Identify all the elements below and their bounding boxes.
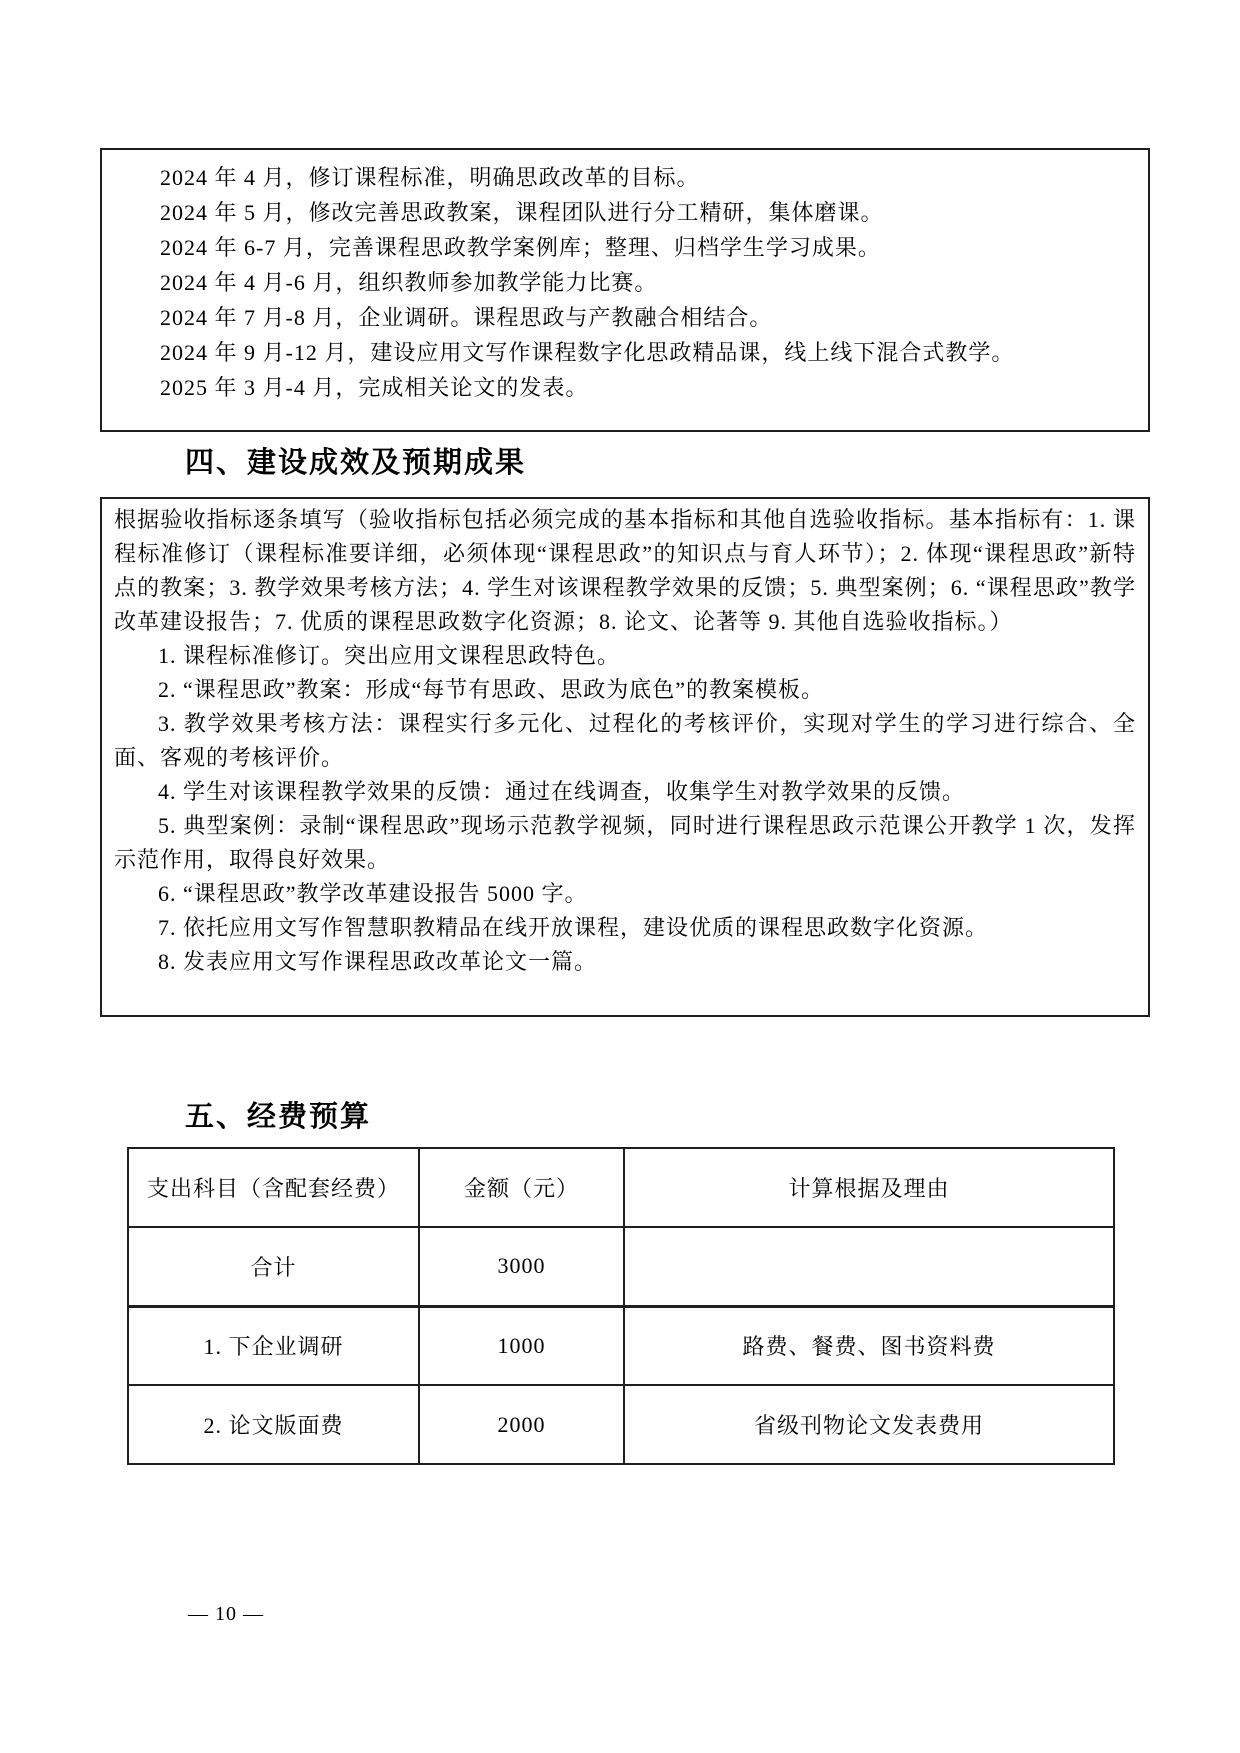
table-row-total	[128, 1227, 1114, 1306]
table-cell-amount: 2000	[419, 1385, 624, 1464]
timeline-line: 2024 年 4 月，修订课程标准，明确思政改革的目标。	[160, 165, 700, 190]
section-4-heading: 四、建设成效及预期成果	[185, 447, 527, 479]
results-item: 4. 学生对该课程教学效果的反馈：通过在线调查，收集学生对教学效果的反馈。	[158, 779, 966, 804]
timeline-line: 2025 年 3 月-4 月，完成相关论文的发表。	[160, 375, 589, 400]
results-item: 2. “课程思政”教案：形成“每节有思政、思政为底色”的教案模板。	[158, 677, 825, 702]
results-item: 8. 发表应用文写作课程思政改革论文一篇。	[158, 949, 598, 974]
table-cell-subject: 1. 下企业调研	[128, 1306, 419, 1385]
page-number: — 10 —	[188, 1603, 264, 1625]
table-header-cell-subject: 支出科目（含配套经费）	[128, 1148, 419, 1227]
table-header-cell-amount: 金额（元）	[419, 1148, 624, 1227]
timeline-line: 2024 年 9 月-12 月，建设应用文写作课程数字化思政精品课，线上线下混合式教学。	[160, 340, 1015, 365]
table-header-row	[128, 1148, 1114, 1227]
table-row-item-1	[128, 1306, 1114, 1385]
table-cell-reason	[624, 1227, 1114, 1306]
table-cell-amount: 1000	[419, 1306, 624, 1385]
table-cell-amount: 3000	[419, 1227, 624, 1306]
timeline-line: 2024 年 4 月-6 月，组织教师参加教学能力比赛。	[160, 270, 658, 295]
timeline-line: 2024 年 6-7 月，完善课程思政教学案例库；整理、归档学生学习成果。	[160, 235, 881, 260]
table-header-cell-reason: 计算根据及理由	[624, 1148, 1114, 1227]
results-item: 3. 教学效果考核方法：课程实行多元化、过程化的考核评价，实现对学生的学习进行综合、全面、客观的考核评价。	[114, 711, 1136, 770]
results-item: 1. 课程标准修订。突出应用文课程思政特色。	[158, 643, 621, 668]
table-row-item-2	[128, 1385, 1114, 1464]
timeline-line: 2024 年 5 月，修改完善思政教案，课程团队进行分工精研，集体磨课。	[160, 200, 884, 225]
budget-table	[127, 1147, 1115, 1465]
table-cell-reason: 省级刊物论文发表费用	[624, 1385, 1114, 1464]
table-cell-subject: 合计	[128, 1227, 419, 1306]
timeline-box	[100, 148, 1150, 432]
results-box	[100, 497, 1150, 1017]
timeline-line: 2024 年 7 月-8 月，企业调研。课程思政与产教融合相结合。	[160, 305, 773, 330]
results-item: 5. 典型案例：录制“课程思政”现场示范教学视频，同时进行课程思政示范课公开教学 1 次，发挥示范作用，取得良好效果。	[114, 813, 1136, 872]
results-item: 6. “课程思政”教学改革建设报告 5000 字。	[158, 881, 588, 906]
table-cell-reason: 路费、餐费、图书资料费	[624, 1306, 1114, 1385]
results-item: 7. 依托应用文写作智慧职教精品在线开放课程，建设优质的课程思政数字化资源。	[158, 915, 989, 940]
table-cell-subject: 2. 论文版面费	[128, 1385, 419, 1464]
results-intro: 根据验收指标逐条填写（验收指标包括必须完成的基本指标和其他自选验收指标。基本指标有：1. 课程标准修订（课程标准要详细，必须体现“课程思政”的知识点与育人环节）；2. 体现“课程思政”新特点的教案；3. 教学效果考核方法；4. 学生对该课程教学效果的反馈；5. 典型案例；6. “课程思政”教学改革建设报告；7. 优质的课程思政数字化资源；8. 论文、论著等 9. 其他自选验收指标。）	[114, 507, 1136, 634]
section-5-heading: 五、经费预算	[185, 1101, 372, 1133]
